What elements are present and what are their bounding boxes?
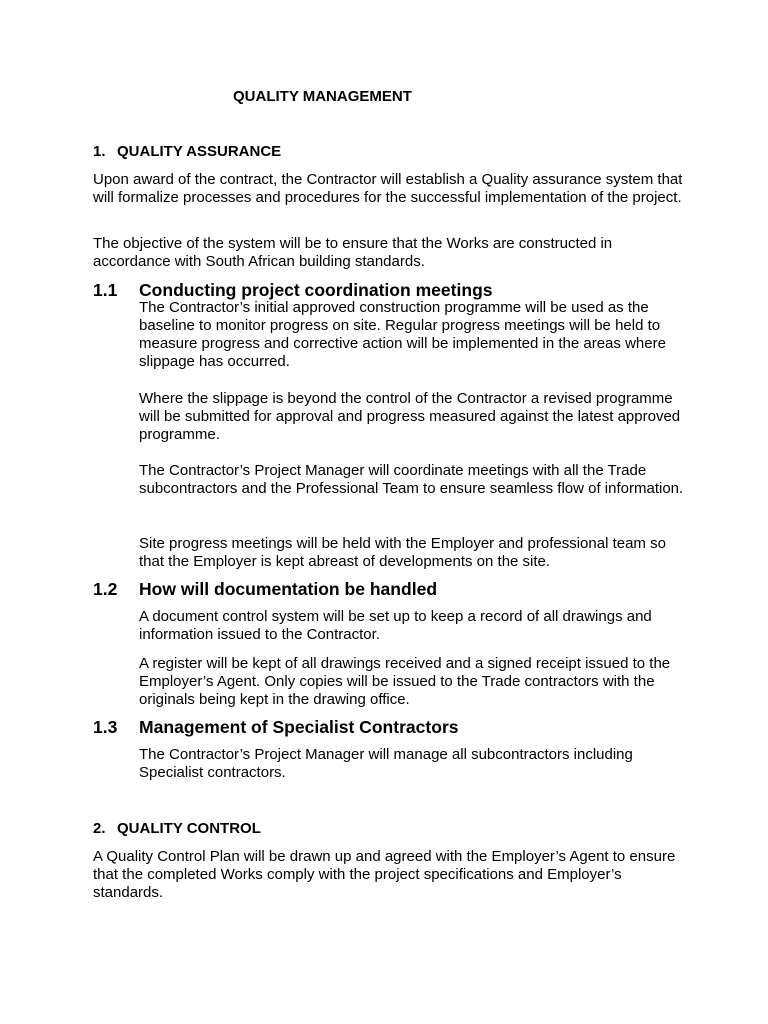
section-title: QUALITY CONTROL: [117, 820, 261, 837]
paragraph: The Contractor’s Project Manager will coordinate meetings with all the Trade subcontractors and the Professional Team to ensure seamless flow of information.: [139, 462, 684, 497]
section-number: 1.: [93, 143, 106, 160]
subsection-heading-documentation: [93, 580, 437, 598]
paragraph: The Contractor’s initial approved construction programme will be used as the baseline to monitor progress on site. Regular progress meetings will be held to measure progress and corrective action will be implemented in the areas where slippage has occurred.: [139, 299, 666, 370]
subsection-number: 1.3: [93, 717, 118, 737]
paragraph: A register will be kept of all drawings received and a signed receipt issued to the Employer’s Agent. Only copies will be issued to the Trade contractors with the originals being kept in the drawing office.: [139, 655, 671, 708]
subsection-number: 1.1: [93, 280, 118, 300]
paragraph: Where the slippage is beyond the control of the Contractor a revised programme will be submitted for approval and progress measured against the latest approved programme.: [139, 390, 681, 443]
section-number: 2.: [93, 820, 106, 837]
paragraph: The objective of the system will be to ensure that the Works are constructed in accordance with South African building standards.: [93, 235, 613, 270]
paragraph: A document control system will be set up to keep a record of all drawings and information issued to the Contractor.: [139, 608, 652, 643]
subsection-heading-coordination-meetings: [93, 281, 493, 299]
subsection-heading-specialist-contractors: [93, 718, 459, 736]
document-title: QUALITY MANAGEMENT: [233, 88, 412, 105]
subsection-number: 1.2: [93, 579, 118, 599]
section-title: QUALITY ASSURANCE: [117, 143, 282, 160]
paragraph: Upon award of the contract, the Contractor will establish a Quality assurance system that will formalize processes and procedures for the successful implementation of the project.: [93, 171, 683, 206]
paragraph: Site progress meetings will be held with the Employer and professional team so that the Employer is kept abreast of developments on the site.: [139, 535, 666, 570]
paragraph: The Contractor’s Project Manager will manage all subcontractors including Specialist contractors.: [139, 746, 633, 781]
section-heading-quality-assurance: [93, 143, 281, 161]
subsection-title: Conducting project coordination meetings: [139, 280, 493, 300]
subsection-title: Management of Specialist Contractors: [139, 717, 459, 737]
section-heading-quality-control: [93, 820, 261, 838]
subsection-title: How will documentation be handled: [139, 579, 438, 599]
paragraph: A Quality Control Plan will be drawn up and agreed with the Employer’s Agent to ensure that the completed Works comply with the project specifications and Employer’s standards.: [93, 848, 676, 901]
